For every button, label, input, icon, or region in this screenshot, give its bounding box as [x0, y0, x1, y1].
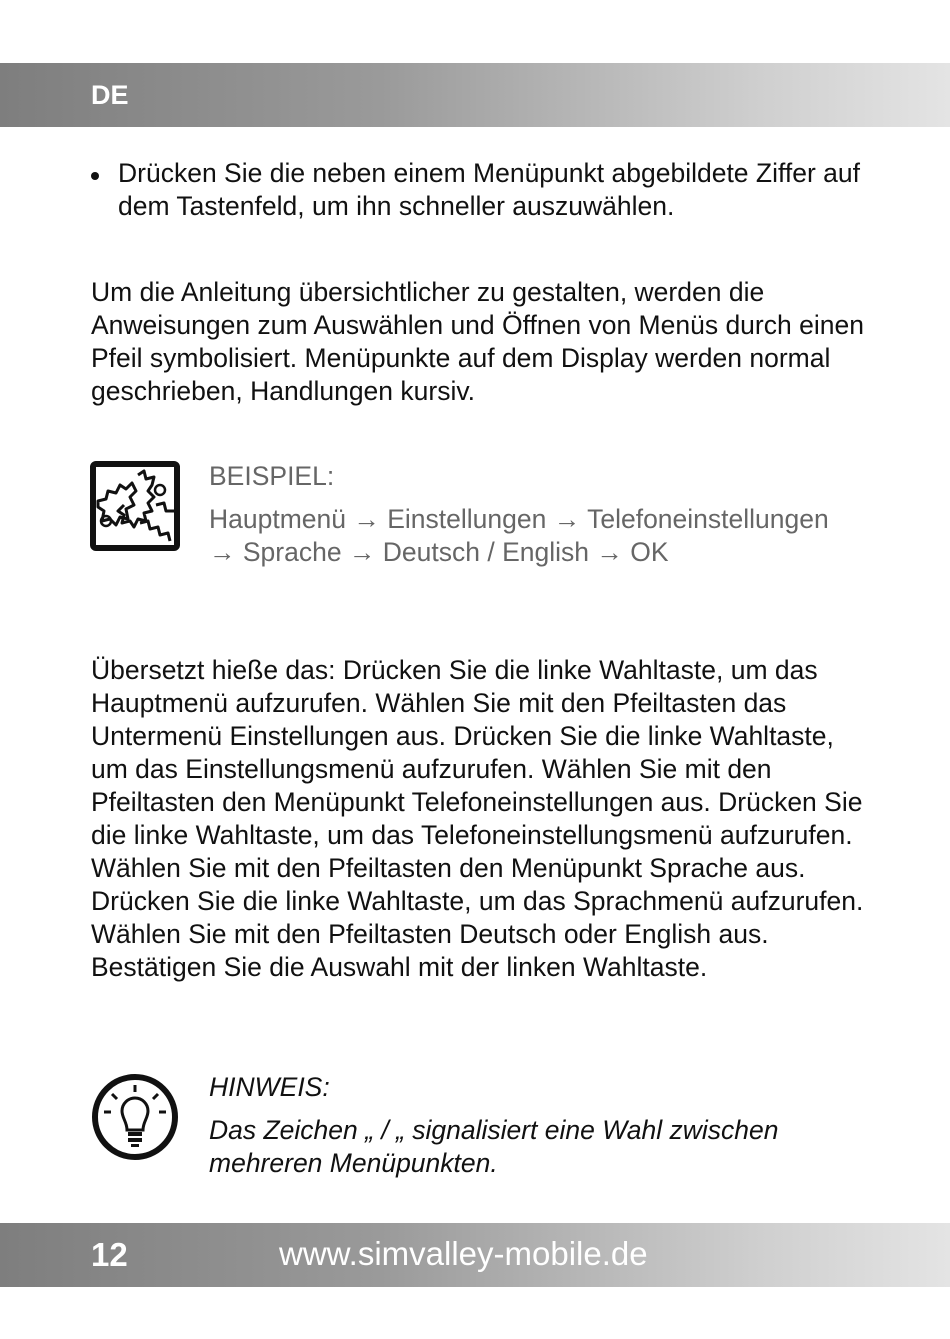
- example-menu-path: Hauptmenü → Einstellungen → Telefoneinstellungen → Sprache → Deutsch / English → OK: [209, 504, 829, 567]
- bullet-item: [91, 157, 871, 223]
- language-label: DE: [91, 80, 129, 110]
- footer-url: www.simvalley-mobile.de: [279, 1235, 648, 1272]
- footer-bar: [0, 1223, 950, 1287]
- gears-icon: [90, 461, 180, 551]
- note-title: HINWEIS:: [209, 1072, 330, 1102]
- intro-paragraph: Um die Anleitung übersichtlicher zu gestalten, werden die Anweisungen zum Auswählen und Öffnen von Menüs durch einen Pfeil symbolisiert. Menüpunkte auf dem Display werden normal geschrieben, Handlungen kursiv.: [91, 277, 864, 406]
- note-text: Das Zeichen „ / „ signalisiert eine Wahl zwischen mehreren Menüpunkten.: [209, 1115, 779, 1178]
- header-bar: [0, 63, 950, 127]
- lightbulb-icon: [90, 1072, 180, 1162]
- bullet-text: Drücken Sie die neben einem Menüpunkt abgebildete Ziffer auf dem Tastenfeld, um ihn schneller auszuwählen.: [118, 158, 860, 221]
- page-number: 12: [91, 1236, 128, 1273]
- translation-paragraph: Übersetzt hieße das: Drücken Sie die linke Wahltaste, um das Hauptmenü aufzurufen. Wählen Sie mit den Pfeiltasten das Untermenü Einstellungen aus. Drücken Sie die linke Wahltaste, um das Einstellungsmenü aufzurufen. Wählen Sie mit den Pfeiltasten den Menüpunkt Telefoneinstellungen aus. Drücken Sie die linke Wahltaste, um das Telefoneinstellungsmenü aufzurufen. Wählen Sie mit den Pfeiltasten den Menüpunkt Sprache aus. Drücken Sie die linke Wahltaste, um das Sprachmenü aufzurufen. Wählen Sie mit den Pfeiltasten Deutsch oder English aus. Bestätigen Sie die Auswahl mit der linken Wahltaste.: [91, 655, 864, 982]
- example-title: BEISPIEL:: [209, 461, 335, 491]
- bullet-dot-icon: [91, 172, 99, 180]
